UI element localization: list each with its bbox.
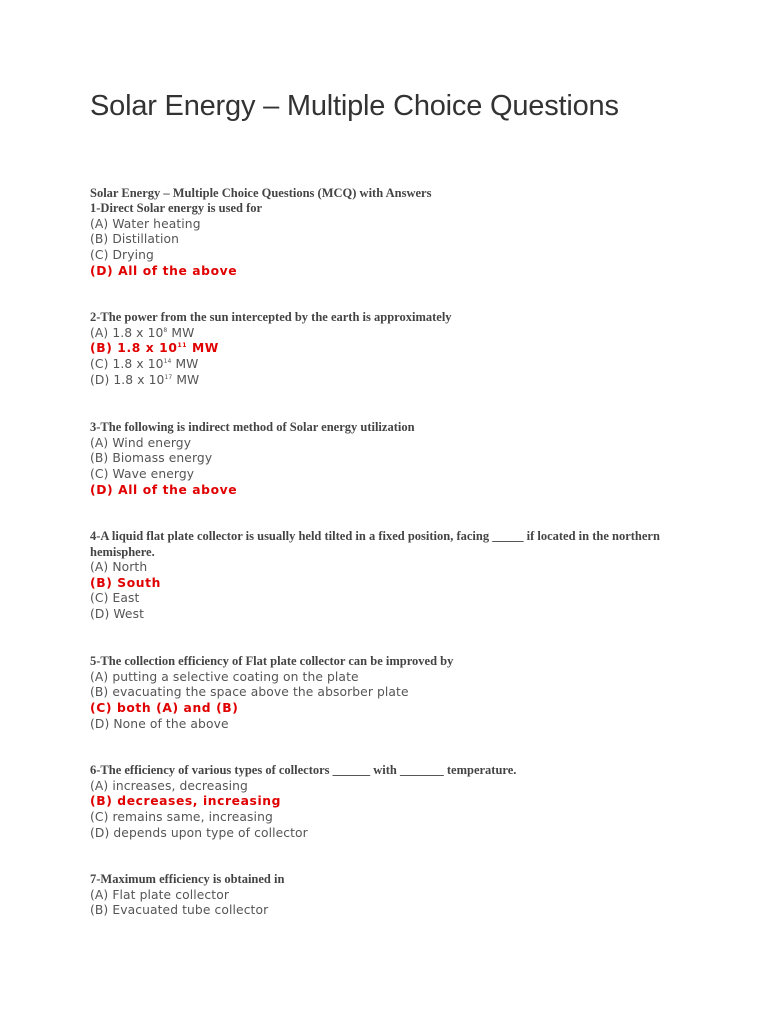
option-unit: MW: [176, 372, 200, 387]
option-label: (A) 1.8 x 10: [90, 325, 164, 340]
option-b: (B) Evacuated tube collector: [90, 903, 269, 918]
question-text: 6-The efficiency of various types of collectors ______ with _______ temperature.: [90, 763, 517, 777]
option-label: (D) 1.8 x 10: [90, 372, 165, 387]
option-d-answer: (D) All of the above: [90, 263, 238, 278]
option-label: (B) 1.8 x 10: [90, 341, 178, 356]
option-label: (C) 1.8 x 10: [90, 356, 164, 371]
question-text: 7-Maximum efficiency is obtained in: [90, 872, 285, 886]
option-unit: MW: [171, 325, 195, 340]
option-a: (A) North: [90, 560, 148, 574]
question-2: [90, 310, 690, 388]
option-unit: MW: [191, 341, 219, 356]
question-text: 1-Direct Solar energy is used for: [90, 201, 263, 215]
option-b-answer: [90, 341, 690, 357]
option-unit: MW: [175, 356, 199, 371]
document-title: Solar Energy – Multiple Choice Questions: [90, 90, 619, 122]
intro-heading: Solar Energy – Multiple Choice Questions (MCQ) with Answers: [90, 186, 432, 200]
question-7: [90, 872, 690, 919]
option-c: (C) East: [90, 591, 140, 606]
question-4: [90, 529, 690, 623]
question-text: 3-The following is indirect method of Solar energy utilization: [90, 420, 415, 434]
question-5: [90, 654, 690, 732]
question-6: [90, 763, 690, 841]
option-c: [90, 357, 690, 373]
exponent: 8: [163, 326, 168, 334]
option-d-answer: (D) All of the above: [90, 482, 238, 497]
option-a: (A) increases, decreasing: [90, 778, 248, 793]
option-d: (D) West: [90, 607, 145, 622]
option-b: (B) Distillation: [90, 232, 179, 247]
exponent: 17: [164, 373, 173, 381]
option-b: (B) evacuating the space above the absorber plate: [90, 685, 409, 700]
question-text: 2-The power from the sun intercepted by the earth is approximately: [90, 310, 452, 324]
option-a: [90, 326, 690, 342]
option-c: (C) Wave energy: [90, 466, 195, 481]
option-b-answer: (B) decreases, increasing: [90, 794, 282, 809]
exponent: 14: [163, 357, 172, 365]
option-a: (A) Flat plate collector: [90, 887, 229, 902]
question-text: 5-The collection efficiency of Flat plate collector can be improved by: [90, 654, 454, 668]
option-d: [90, 373, 690, 389]
option-d: (D) depends upon type of collector: [90, 825, 308, 840]
option-c-answer: (C) both (A) and (B): [90, 700, 239, 715]
option-a: (A) Water heating: [90, 216, 201, 231]
question-3: [90, 420, 690, 498]
option-b: (B) Biomass energy: [90, 451, 213, 466]
question-1: [90, 201, 690, 279]
option-c: (C) Drying: [90, 247, 154, 262]
question-text: 4-A liquid flat plate collector is usually held tilted in a fixed position, facing _____ if located in the northern hemisphere.: [90, 529, 660, 559]
exponent: 11: [177, 342, 188, 350]
option-a: (A) putting a selective coating on the plate: [90, 669, 359, 684]
option-d: (D) None of the above: [90, 716, 229, 731]
option-c: (C) remains same, increasing: [90, 809, 273, 824]
option-a: (A) Wind energy: [90, 435, 192, 450]
option-b-answer: (B) South: [90, 575, 161, 590]
